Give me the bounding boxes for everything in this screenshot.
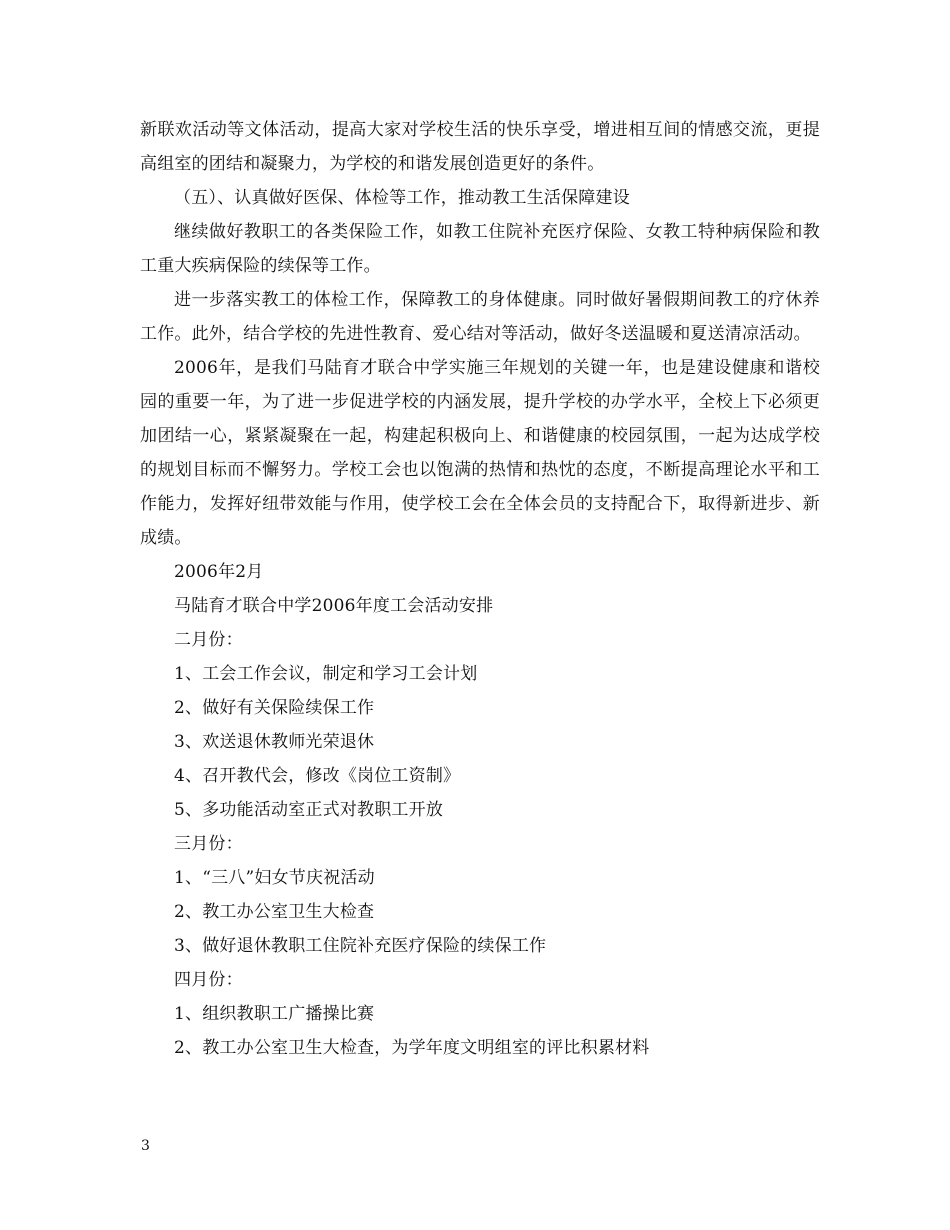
- month-heading: 二月份：: [174, 630, 243, 650]
- schedule-title: 马陆育才联合中学2006年度工会活动安排: [174, 596, 494, 616]
- paragraph: 2006年，是我们马陆育才联合中学实施三年规划的关键一年，也是建设健康和谐校园的重要一年，为了进一步促进学校的内涵发展，提升学校的办学水平，全校上下必须更加团结一心，紧紧凝聚在一起，构建起积极向上、和谐健康的校园氛围，一起为达成学校的规划目标而不懈努力。学校工会也以饱满的热情和热忱的态度，不断提高理论水平和工作能力，发挥好纽带效能与作用，使学校工会在全体会员的支持配合下，取得新进步、新成绩。: [140, 358, 820, 548]
- list-item: 1、工会工作会议，制定和学习工会计划: [174, 664, 478, 684]
- month-heading: 四月份：: [174, 970, 243, 990]
- list-item: 2、教工办公室卫生大检查，为学年度文明组室的评比积累材料: [174, 1038, 650, 1058]
- list-item: 5、多功能活动室正式对教职工开放: [174, 800, 444, 820]
- paragraph: 继续做好教职工的各类保险工作，如教工住院补充医疗保险、女教工特种病保险和教工重大疾病保险的续保等工作。: [140, 222, 820, 276]
- paragraph-continuation: 新联欢活动等文体活动，提高大家对学校生活的快乐享受，增进相互间的情感交流，更提高组室的团结和凝聚力，为学校的和谐发展创造更好的条件。: [140, 120, 820, 174]
- document-body: [140, 113, 820, 1065]
- paragraph: 进一步落实教工的体检工作，保障教工的身体健康。同时做好暑假期间教工的疗休养工作。此外，结合学校的先进性教育、爱心结对等活动，做好冬送温暖和夏送清凉活动。: [140, 290, 820, 344]
- list-item: 2、做好有关保险续保工作: [174, 698, 375, 718]
- list-item: 3、欢送退休教师光荣退休: [174, 732, 375, 752]
- list-item: 3、做好退休教职工住院补充医疗保险的续保工作: [174, 936, 547, 956]
- list-item: 4、召开教代会，修改《岗位工资制》: [174, 766, 461, 786]
- list-item: 1、“三八”妇女节庆祝活动: [174, 868, 375, 888]
- list-item: 2、教工办公室卫生大检查: [174, 902, 375, 922]
- page-number: 3: [141, 1138, 150, 1154]
- month-heading: 三月份：: [174, 834, 243, 854]
- list-item: 1、组织教职工广播操比赛: [174, 1004, 375, 1024]
- date-line: 2006年2月: [174, 562, 264, 582]
- section-heading: （五）、认真做好医保、体检等工作，推动教工生活保障建设: [174, 188, 630, 208]
